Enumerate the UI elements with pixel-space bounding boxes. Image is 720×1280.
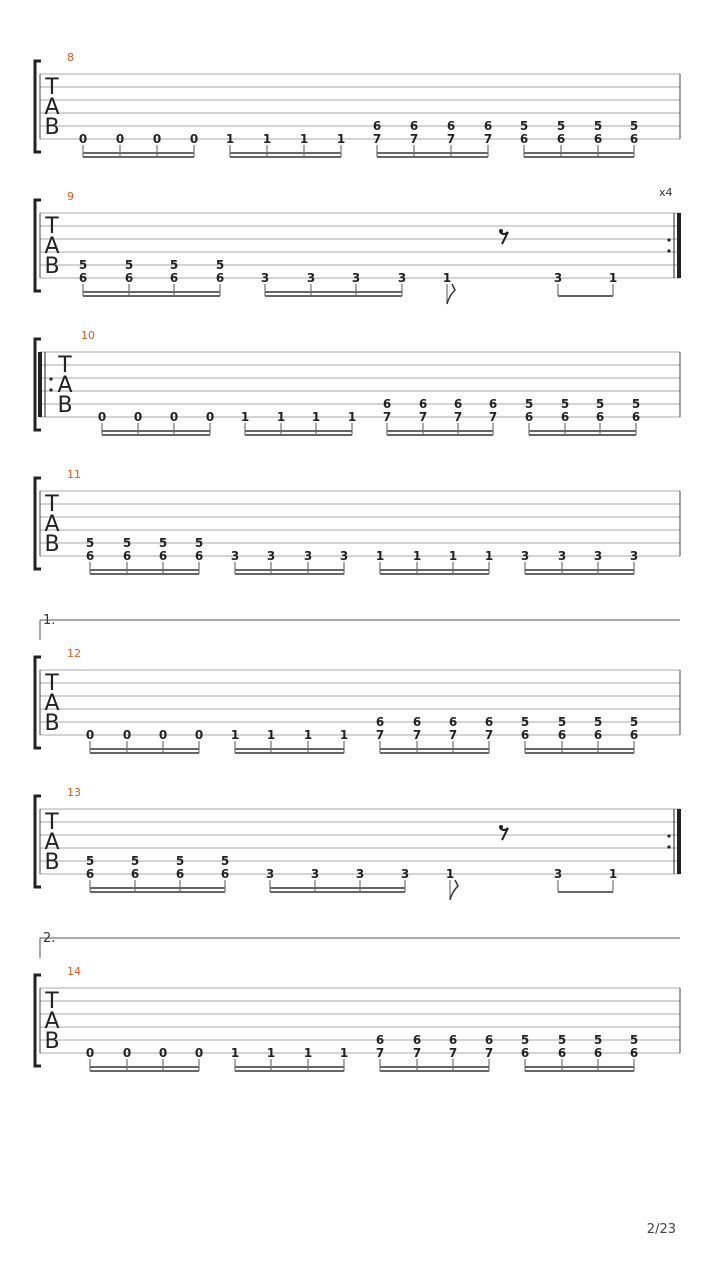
fret-number: 6 [483,119,493,133]
fret-number: 5 [524,397,534,411]
fret-number: 1 [445,867,455,881]
tab-staff [0,794,720,904]
fret-number: 0 [85,728,95,742]
fret-number: 0 [194,1046,204,1060]
fret-number: 1 [448,549,458,563]
tab-clef-letter: B [44,850,60,875]
fret-number: 6 [593,132,603,146]
fret-number: 1 [336,132,346,146]
fret-number: 5 [629,715,639,729]
fret-number: 6 [375,715,385,729]
fret-number: 3 [629,549,639,563]
fret-number: 5 [122,536,132,550]
fret-number: 1 [240,410,250,424]
fret-number: 5 [158,536,168,550]
fret-number: 6 [524,410,534,424]
fret-number: 6 [629,728,639,742]
fret-number: 6 [85,549,95,563]
fret-number: 7 [375,1046,385,1060]
tab-clef-letter: T [58,353,72,378]
fret-number: 5 [631,397,641,411]
repeat-dot [49,377,52,380]
fret-number: 6 [418,397,428,411]
fret-number: 6 [194,549,204,563]
fret-number: 1 [303,728,313,742]
fret-number: 6 [382,397,392,411]
fret-number: 6 [593,728,603,742]
measure-number: 10 [81,329,95,342]
measure-number: 13 [67,786,81,799]
fret-number: 6 [520,728,530,742]
fret-number: 3 [306,271,316,285]
fret-number: 5 [194,536,204,550]
repeat-end-thick [677,213,681,278]
fret-number: 3 [593,549,603,563]
fret-number: 5 [215,258,225,272]
measure-number: 12 [67,647,81,660]
fret-number: 3 [553,271,563,285]
fret-number: 3 [339,549,349,563]
fret-number: 6 [375,1033,385,1047]
fret-number: 5 [593,715,603,729]
fret-number: 6 [556,132,566,146]
page-number: 2/23 [646,1222,676,1237]
fret-number: 5 [556,119,566,133]
measure-number: 9 [67,190,74,203]
fret-number: 6 [124,271,134,285]
fret-number: 0 [122,1046,132,1060]
volta-bracket [0,932,720,962]
fret-number: 0 [152,132,162,146]
tab-clef-letter: T [45,214,59,239]
fret-number: 0 [122,728,132,742]
fret-number: 6 [629,1046,639,1060]
fret-number: 5 [175,854,185,868]
fret-number: 6 [557,1046,567,1060]
measure-number: 14 [67,965,81,978]
tab-clef-letter: A [44,691,60,716]
fret-number: 7 [448,1046,458,1060]
fret-number: 1 [299,132,309,146]
fret-number: 6 [412,1033,422,1047]
tab-clef-letter: B [44,1029,60,1054]
fret-number: 1 [339,1046,349,1060]
fret-number: 0 [78,132,88,146]
volta-label: 2. [43,931,56,946]
fret-number: 3 [351,271,361,285]
fret-number: 3 [230,549,240,563]
fret-number: 1 [230,1046,240,1060]
tab-clef-letter: B [44,711,60,736]
fret-number: 5 [595,397,605,411]
fret-number: 6 [519,132,529,146]
note-flag [450,880,458,900]
fret-number: 6 [448,715,458,729]
fret-number: 7 [483,132,493,146]
fret-number: 6 [220,867,230,881]
fret-number: 3 [557,549,567,563]
fret-number: 6 [448,1033,458,1047]
tab-clef-letter: A [44,830,60,855]
volta-bracket [0,614,720,644]
fret-number: 6 [412,715,422,729]
tab-clef-letter: A [44,1009,60,1034]
tab-clef-letter: T [45,492,59,517]
fret-number: 1 [262,132,272,146]
fret-number: 1 [266,1046,276,1060]
fret-number: 6 [484,715,494,729]
repeat-count: x4 [659,186,673,199]
fret-number: 1 [375,549,385,563]
fret-number: 1 [225,132,235,146]
fret-number: 3 [303,549,313,563]
fret-number: 7 [375,728,385,742]
fret-number: 5 [85,854,95,868]
eighth-rest [500,232,508,244]
fret-number: 6 [85,867,95,881]
tab-staff [0,59,720,169]
fret-number: 3 [265,867,275,881]
fret-number: 3 [355,867,365,881]
fret-number: 1 [339,728,349,742]
tab-clef-letter: T [45,671,59,696]
fret-number: 0 [97,410,107,424]
fret-number: 0 [158,728,168,742]
fret-number: 1 [608,271,618,285]
fret-number: 7 [412,728,422,742]
fret-number: 6 [175,867,185,881]
tab-clef-letter: T [45,989,59,1014]
fret-number: 0 [133,410,143,424]
tab-clef-letter: A [44,234,60,259]
fret-number: 1 [230,728,240,742]
fret-number: 6 [453,397,463,411]
tab-staff [0,655,720,765]
fret-number: 6 [122,549,132,563]
eighth-rest-dot [499,229,503,233]
tab-staff [0,973,720,1083]
fret-number: 1 [412,549,422,563]
fret-number: 5 [629,1033,639,1047]
fret-number: 5 [130,854,140,868]
fret-number: 6 [557,728,567,742]
fret-number: 0 [85,1046,95,1060]
repeat-dot [667,249,670,252]
tab-clef-letter: T [45,75,59,100]
fret-number: 5 [220,854,230,868]
fret-number: 6 [593,1046,603,1060]
fret-number: 6 [78,271,88,285]
fret-number: 7 [409,132,419,146]
repeat-dot [667,834,670,837]
tab-clef-letter: A [44,512,60,537]
fret-number: 5 [169,258,179,272]
fret-number: 5 [557,715,567,729]
fret-number: 6 [169,271,179,285]
fret-number: 0 [158,1046,168,1060]
fret-number: 7 [418,410,428,424]
fret-number: 3 [266,549,276,563]
fret-number: 6 [372,119,382,133]
fret-number: 6 [629,132,639,146]
fret-number: 5 [593,1033,603,1047]
fret-number: 7 [382,410,392,424]
fret-number: 3 [260,271,270,285]
fret-number: 5 [593,119,603,133]
fret-number: 6 [595,410,605,424]
fret-number: 0 [115,132,125,146]
fret-number: 3 [310,867,320,881]
fret-number: 5 [520,1033,530,1047]
fret-number: 1 [484,549,494,563]
measure-number: 8 [67,51,74,64]
repeat-dot [667,845,670,848]
fret-number: 1 [303,1046,313,1060]
fret-number: 1 [311,410,321,424]
fret-number: 0 [169,410,179,424]
fret-number: 5 [520,715,530,729]
fret-number: 6 [488,397,498,411]
fret-number: 5 [557,1033,567,1047]
fret-number: 5 [560,397,570,411]
measure-number: 11 [67,468,81,481]
fret-number: 6 [484,1033,494,1047]
tab-staff [0,476,720,586]
fret-number: 6 [631,410,641,424]
tab-clef-letter: B [44,532,60,557]
tab-clef-letter: T [45,810,59,835]
fret-number: 6 [520,1046,530,1060]
fret-number: 5 [85,536,95,550]
fret-number: 0 [205,410,215,424]
repeat-end-thick [677,809,681,874]
repeat-dot [49,388,52,391]
fret-number: 0 [189,132,199,146]
fret-number: 6 [158,549,168,563]
fret-number: 3 [400,867,410,881]
fret-number: 5 [78,258,88,272]
fret-number: 6 [560,410,570,424]
fret-number: 6 [130,867,140,881]
fret-number: 1 [608,867,618,881]
fret-number: 1 [266,728,276,742]
fret-number: 6 [215,271,225,285]
eighth-rest [500,828,508,840]
volta-label: 1. [43,613,56,628]
fret-number: 0 [194,728,204,742]
repeat-dot [667,238,670,241]
fret-number: 1 [276,410,286,424]
fret-number: 7 [484,1046,494,1060]
fret-number: 7 [448,728,458,742]
tab-clef-letter: B [57,393,73,418]
fret-number: 5 [124,258,134,272]
tab-clef-letter: B [44,254,60,279]
tab-staff [0,337,720,447]
fret-number: 5 [519,119,529,133]
fret-number: 7 [488,410,498,424]
tab-clef-letter: A [44,95,60,120]
fret-number: 3 [397,271,407,285]
fret-number: 7 [453,410,463,424]
fret-number: 3 [553,867,563,881]
fret-number: 6 [446,119,456,133]
fret-number: 6 [409,119,419,133]
fret-number: 7 [372,132,382,146]
note-flag [447,284,455,304]
fret-number: 7 [484,728,494,742]
tab-staff [0,198,720,308]
tab-clef-letter: B [44,115,60,140]
fret-number: 7 [446,132,456,146]
fret-number: 5 [629,119,639,133]
tab-clef-letter: A [57,373,73,398]
fret-number: 1 [442,271,452,285]
eighth-rest-dot [499,825,503,829]
fret-number: 1 [347,410,357,424]
fret-number: 3 [520,549,530,563]
repeat-start-thick [38,352,42,417]
fret-number: 7 [412,1046,422,1060]
